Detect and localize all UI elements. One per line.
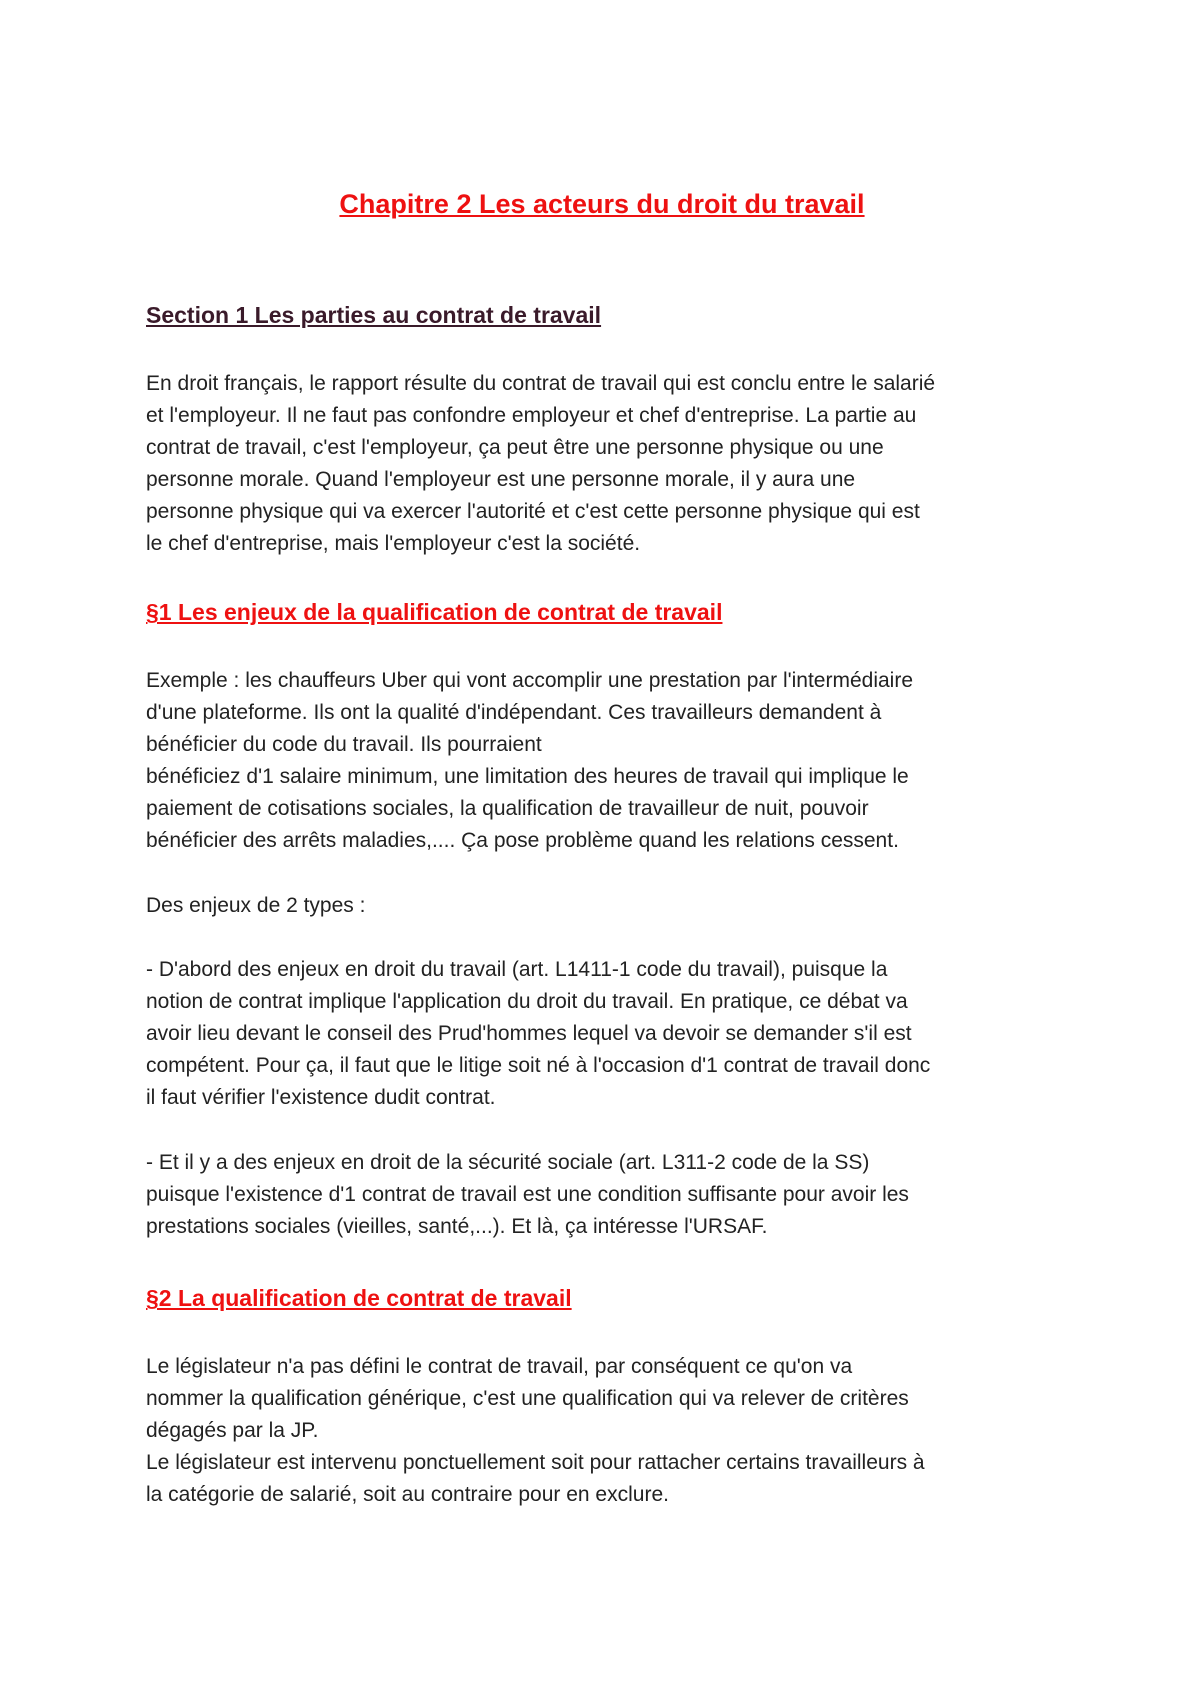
text-line: il faut vérifier l'existence dudit contrat.: [146, 1086, 496, 1109]
text-line: personne morale. Quand l'employeur est une personne morale, il y aura une: [146, 468, 856, 491]
paragraph-types: [146, 890, 365, 922]
text-line: Le législateur est intervenu ponctuellement soit pour rattacher certains travailleurs à: [146, 1451, 925, 1474]
text-line: En droit français, le rapport résulte du contrat de travail qui est conclu entre le salarié: [146, 372, 936, 395]
text-line: - Et il y a des enjeux en droit de la sécurité sociale (art. L311-2 code de la SS): [146, 1151, 870, 1174]
paragraph-legislateur: [146, 1351, 925, 1511]
text-line: Des enjeux de 2 types :: [146, 894, 366, 917]
text-line: bénéficiez d'1 salaire minimum, une limitation des heures de travail qui implique le: [146, 765, 909, 788]
text-line: dégagés par la JP.: [146, 1419, 319, 1442]
text-line: nommer la qualification générique, c'est une qualification qui va relever de critères: [146, 1387, 909, 1410]
text-line: prestations sociales (vieilles, santé,...). Et là, ça intéresse l'URSAF.: [146, 1215, 768, 1238]
text-line: paiement de cotisations sociales, la qualification de travailleur de nuit, pouvoir: [146, 797, 869, 820]
text-line: le chef d'entreprise, mais l'employeur c'est la société.: [146, 532, 641, 555]
text-line: la catégorie de salarié, soit au contraire pour en exclure.: [146, 1483, 669, 1506]
subsection-title-qualification: §2 La qualification de contrat de travail: [146, 1285, 572, 1311]
text-line: Le législateur n'a pas défini le contrat de travail, par conséquent ce qu'on va: [146, 1355, 853, 1378]
paragraph-intro: [146, 368, 935, 560]
text-line: d'une plateforme. Ils ont la qualité d'indépendant. Ces travailleurs demandent à: [146, 701, 882, 724]
paragraph-exemple: [146, 665, 913, 857]
text-line: compétent. Pour ça, il faut que le litige soit né à l'occasion d'1 contrat de travail donc: [146, 1054, 931, 1077]
paragraph-securite-sociale: [146, 1147, 909, 1243]
text-line: et l'employeur. Il ne faut pas confondre employeur et chef d'entreprise. La partie au: [146, 404, 917, 427]
text-line: avoir lieu devant le conseil des Prud'hommes lequel va devoir se demander s'il est: [146, 1022, 912, 1045]
subsection-title-enjeux: §1 Les enjeux de la qualification de contrat de travail: [146, 599, 723, 625]
section-title: Section 1 Les parties au contrat de travail: [146, 302, 602, 328]
text-line: - D'abord des enjeux en droit du travail (art. L1411-1 code du travail), puisque la: [146, 958, 888, 981]
chapter-title: Chapitre 2 Les acteurs du droit du travail: [339, 189, 865, 219]
text-line: bénéficier des arrêts maladies,.... Ça pose problème quand les relations cessent.: [146, 829, 899, 852]
text-line: bénéficier du code du travail. Ils pourraient: [146, 733, 542, 756]
text-line: contrat de travail, c'est l'employeur, ça peut être une personne physique ou une: [146, 436, 884, 459]
paragraph-droit-travail: [146, 954, 930, 1114]
text-line: personne physique qui va exercer l'autorité et c'est cette personne physique qui est: [146, 500, 920, 523]
text-line: notion de contrat implique l'application du droit du travail. En pratique, ce débat va: [146, 990, 908, 1013]
text-line: Exemple : les chauffeurs Uber qui vont accomplir une prestation par l'intermédiaire: [146, 669, 914, 692]
text-line: puisque l'existence d'1 contrat de travail est une condition suffisante pour avoir les: [146, 1183, 909, 1206]
